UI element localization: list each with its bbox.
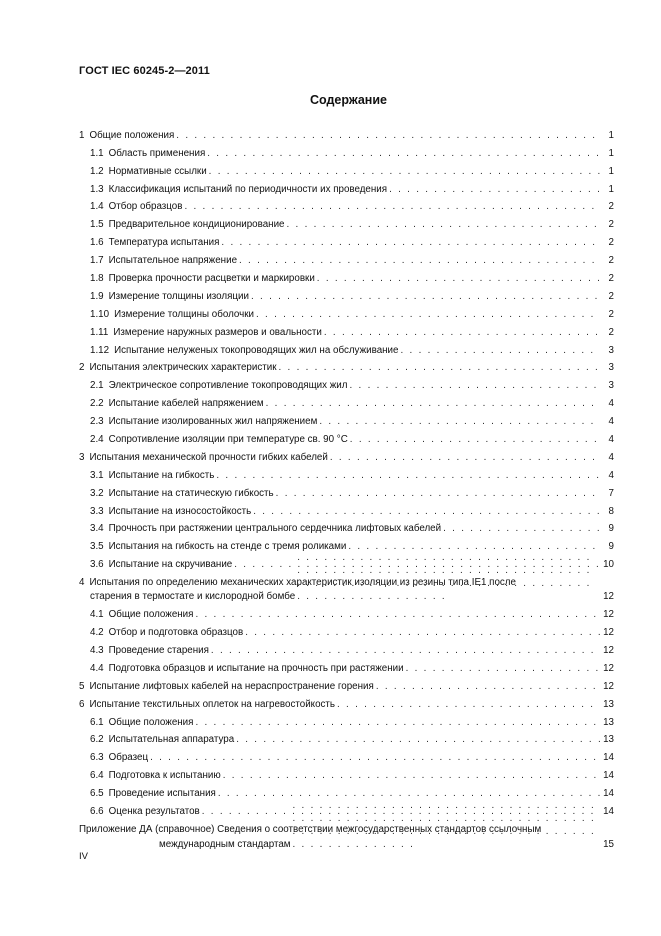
toc-entry-number: 2.3 [90,416,104,428]
toc-entry-title: Испытание нелуженых токопроводящих жил на обслуживание [114,344,399,356]
toc-entry-number: 5 [79,680,85,692]
toc-entry[interactable] [79,693,614,711]
toc-entry[interactable] [79,782,614,800]
toc-entry-page: 9 [608,541,614,553]
leader-dots [195,609,600,621]
toc-entry-title: Область применения [108,147,206,159]
toc-entry-number: 4.2 [90,627,104,639]
toc-entry[interactable] [79,711,614,729]
toc-entry-number: 1.8 [90,273,104,285]
toc-entry[interactable] [79,231,614,249]
toc-entry[interactable] [79,746,614,764]
toc-entry-number: 2.2 [90,398,104,410]
toc-entry-page: 4 [608,398,614,410]
leader-dots [223,770,600,782]
leader-dots [443,523,600,535]
toc-entry-number: 2 [79,362,85,374]
toc-entry-number: 3.2 [90,487,104,499]
toc-entry-title: Испытание на износостойкость [108,505,252,517]
toc-entry-title: Испытание текстильных оплеток на нагревостойкость [89,698,336,710]
document-code: ГОСТ IEC 60245-2—2011 [79,65,210,77]
toc-entry[interactable] [79,446,614,464]
toc-entry-page: 3 [608,344,614,356]
toc-entry-number: 1.3 [90,183,104,195]
toc-entry-number: 3.1 [90,469,104,481]
toc-entry[interactable] [79,603,614,621]
toc-entry-title: Измерение толщины изоляции [108,290,249,302]
toc-entry-title-continued: международным стандартам [159,838,291,850]
leader-dots [266,398,600,410]
toc-entry-page: 12 [603,662,614,674]
toc-entry[interactable] [79,392,614,410]
toc-entry-page: 4 [608,416,614,428]
toc-entry[interactable] [79,178,614,196]
toc-entry-page: 10 [603,559,614,571]
toc-entry-number: 1.1 [90,147,104,159]
leader-dots [256,309,600,321]
toc-entry-page: 1 [608,183,614,195]
toc-entry[interactable] [79,160,614,178]
toc-entry[interactable] [79,410,614,428]
toc-entry-page: 9 [608,523,614,535]
toc-entry-number: 1.11 [90,326,109,338]
toc-entry-number: 6 [79,698,85,710]
toc-entry-title: Температура испытания [108,237,220,249]
toc-entry[interactable] [79,321,614,339]
leader-dots [195,717,600,729]
toc-entry[interactable] [79,621,614,639]
toc-entry-title: Сопротивление изоляции при температуре св. 90 °С [108,434,348,446]
toc-entry[interactable] [79,428,614,446]
leader-dots [209,166,600,178]
toc-entry-number: 4.1 [90,609,104,621]
toc-entry-title-continued: старения в термостате и кислородной бомбе [90,591,296,603]
toc-entry[interactable] [79,729,614,747]
toc-entry-title: Проведение старения [108,644,209,656]
toc-entry[interactable] [79,124,614,142]
toc-entry-page: 4 [608,434,614,446]
toc-entry-page: 2 [608,201,614,213]
toc-entry-page: 15 [603,838,614,850]
leader-dots [239,255,600,267]
toc-entry-title: Испытание лифтовых кабелей на нераспространение горения [89,680,374,692]
toc-entry-page: 13 [603,734,614,746]
toc-entry-page: 3 [608,380,614,392]
table-of-contents [79,124,614,851]
toc-entry[interactable] [79,464,614,482]
toc-entry-page: 14 [603,752,614,764]
toc-entry[interactable] [79,657,614,675]
toc-entry-number: 3.3 [90,505,104,517]
toc-entry-number: 3.4 [90,523,104,535]
toc-entry[interactable] [79,267,614,285]
toc-entry-number: 6.2 [90,734,104,746]
toc-entry-page: 8 [608,505,614,517]
toc-entry-title: Отбор образцов [108,201,183,213]
toc-entry[interactable] [79,374,614,392]
toc-entry[interactable] [79,675,614,693]
toc-entry-number: 4.4 [90,662,104,674]
toc-entry-title: Проверка прочности расцветки и маркировки [108,273,315,285]
toc-entry-number: 1 [79,129,85,141]
toc-entry-page: 7 [608,487,614,499]
toc-entry-page: 12 [603,680,614,692]
leader-dots [297,551,600,603]
toc-entry-number: 6.5 [90,788,104,800]
toc-entry-page: 2 [608,326,614,338]
toc-entry-page: 13 [603,698,614,710]
toc-entry-number: 6.3 [90,752,104,764]
toc-entry-number: 6.1 [90,716,104,728]
toc-entry-page: 1 [608,147,614,159]
leader-dots [150,752,600,764]
leader-dots [389,184,600,196]
toc-entry[interactable] [79,339,614,357]
toc-entry-title: Испытание на гибкость [108,469,215,481]
toc-entry-title: Испытания механической прочности гибких кабелей [89,451,328,463]
toc-entry[interactable] [79,482,614,500]
toc-entry-title: Проведение испытания [108,788,216,800]
toc-entry-title: Измерение толщины оболочки [114,308,254,320]
toc-entry-page: 13 [603,716,614,728]
leader-dots [337,699,600,711]
toc-entry[interactable] [79,249,614,267]
page-title: Содержание [309,93,387,107]
toc-entry-number: 1.2 [90,165,104,177]
leader-dots [278,362,600,374]
toc-entry[interactable] [79,500,614,518]
leader-dots [350,434,600,446]
toc-entry-number: 1.4 [90,201,104,213]
toc-entry[interactable] [79,639,614,657]
toc-entry-page: 4 [608,469,614,481]
leader-dots [350,380,601,392]
toc-entry-title: Подготовка к испытанию [108,770,221,782]
leader-dots [236,734,600,746]
toc-entry[interactable] [79,518,614,536]
toc-entry-title: Испытания на гибкость на стенде с тремя роликами [108,541,347,553]
toc-entry-title: Оценка результатов [108,805,200,817]
toc-entry-page: 2 [608,290,614,302]
toc-entry-number: 3.6 [90,559,104,571]
toc-entry-page: 2 [608,273,614,285]
toc-entry-page: 12 [603,644,614,656]
toc-entry-page: 12 [603,591,614,603]
toc-entry-title: Испытательное напряжение [108,255,238,267]
leader-dots [253,506,600,518]
toc-entry[interactable] [79,764,614,782]
toc-entry-title: Нормативные ссылки [108,165,207,177]
toc-entry-page: 3 [608,362,614,374]
toc-entry-page: 1 [608,129,614,141]
leader-dots [293,799,600,851]
toc-entry-page: 2 [608,255,614,267]
toc-entry-number: 1.5 [90,219,104,231]
leader-dots [245,627,600,639]
toc-entry[interactable] [79,285,614,303]
toc-entry-number: 2.4 [90,434,104,446]
toc-entry-title: Прочность при растяжении центрального сердечника лифтовых кабелей [108,523,442,535]
toc-entry-number: 6.4 [90,770,104,782]
leader-dots [276,488,600,500]
toc-entry-number: 3 [79,451,85,463]
toc-entry-title: Общие положения [108,716,194,728]
leader-dots [221,237,600,249]
toc-entry-title: Предварительное кондиционирование [108,219,285,231]
toc-entry-number: 1.12 [90,344,110,356]
leader-dots [406,663,600,675]
toc-entry-number: 3.5 [90,541,104,553]
toc-entry-page: 2 [608,237,614,249]
toc-entry-title: Испытания электрических характеристик [89,362,277,374]
toc-entry-number: 2.1 [90,380,104,392]
leader-dots [251,291,600,303]
toc-entry-title: Подготовка образцов и испытание на прочность при растяжении [108,662,404,674]
leader-dots [176,130,600,142]
toc-entry[interactable] [79,303,614,321]
toc-entry-page: 12 [603,627,614,639]
toc-entry-title: Испытание на скручивание [108,559,233,571]
toc-entry-title: Приложение ДА (справочное) Сведения о соответствии межгосударственных стандартов ссылочным [79,823,542,835]
toc-entry-number: 6.6 [90,805,104,817]
page-number: IV [79,851,88,862]
leader-dots [216,470,600,482]
leader-dots [324,327,600,339]
toc-entry-title: Испытание на статическую гибкость [108,487,274,499]
leader-dots [319,416,600,428]
toc-entry-title: Электрическое сопротивление токопроводящих жил [108,380,348,392]
leader-dots [207,148,600,160]
toc-entry[interactable] [79,357,614,375]
toc-entry-number: 1.9 [90,290,104,302]
toc-entry[interactable] [79,576,614,603]
toc-entry-number: 4.3 [90,644,104,656]
leader-dots [330,452,600,464]
toc-entry[interactable] [79,213,614,231]
toc-entry-page: 1 [608,165,614,177]
leader-dots [376,681,600,693]
toc-entry-page: 14 [603,788,614,800]
toc-entry[interactable] [79,196,614,214]
toc-entry-title: Образец [108,752,149,764]
toc-entry-page: 12 [603,609,614,621]
toc-entry-number: 1.6 [90,237,104,249]
toc-entry-title: Общие положения [89,129,175,141]
toc-entry-number: 1.10 [90,308,110,320]
toc-entry-page: 14 [603,805,614,817]
toc-entry-title: Измерение наружных размеров и овальности [113,326,322,338]
toc-entry-title: Испытание изолированных жил напряжением [108,416,318,428]
toc-entry-annex[interactable] [79,823,614,851]
toc-entry-title: Классификация испытаний по периодичности их проведения [108,183,388,195]
toc-entry-page: 14 [603,770,614,782]
toc-entry[interactable] [79,142,614,160]
leader-dots [287,219,600,231]
leader-dots [184,201,600,213]
toc-entry-number: 4 [79,577,85,589]
toc-entry-page: 4 [608,451,614,463]
toc-entry-title: Испытательная аппаратура [108,734,235,746]
toc-entry-title: Отбор и подготовка образцов [108,627,244,639]
toc-entry-title: Испытание кабелей напряжением [108,398,264,410]
toc-entry-title: Общие положения [108,609,194,621]
leader-dots [400,345,600,357]
toc-entry-number: 1.7 [90,255,104,267]
leader-dots [317,273,600,285]
leader-dots [211,645,600,657]
toc-entry-title: Испытания по определению механических характеристик изоляции из резины типа IE1 после [89,577,516,589]
toc-entry-page: 2 [608,219,614,231]
toc-entry-page: 2 [608,308,614,320]
